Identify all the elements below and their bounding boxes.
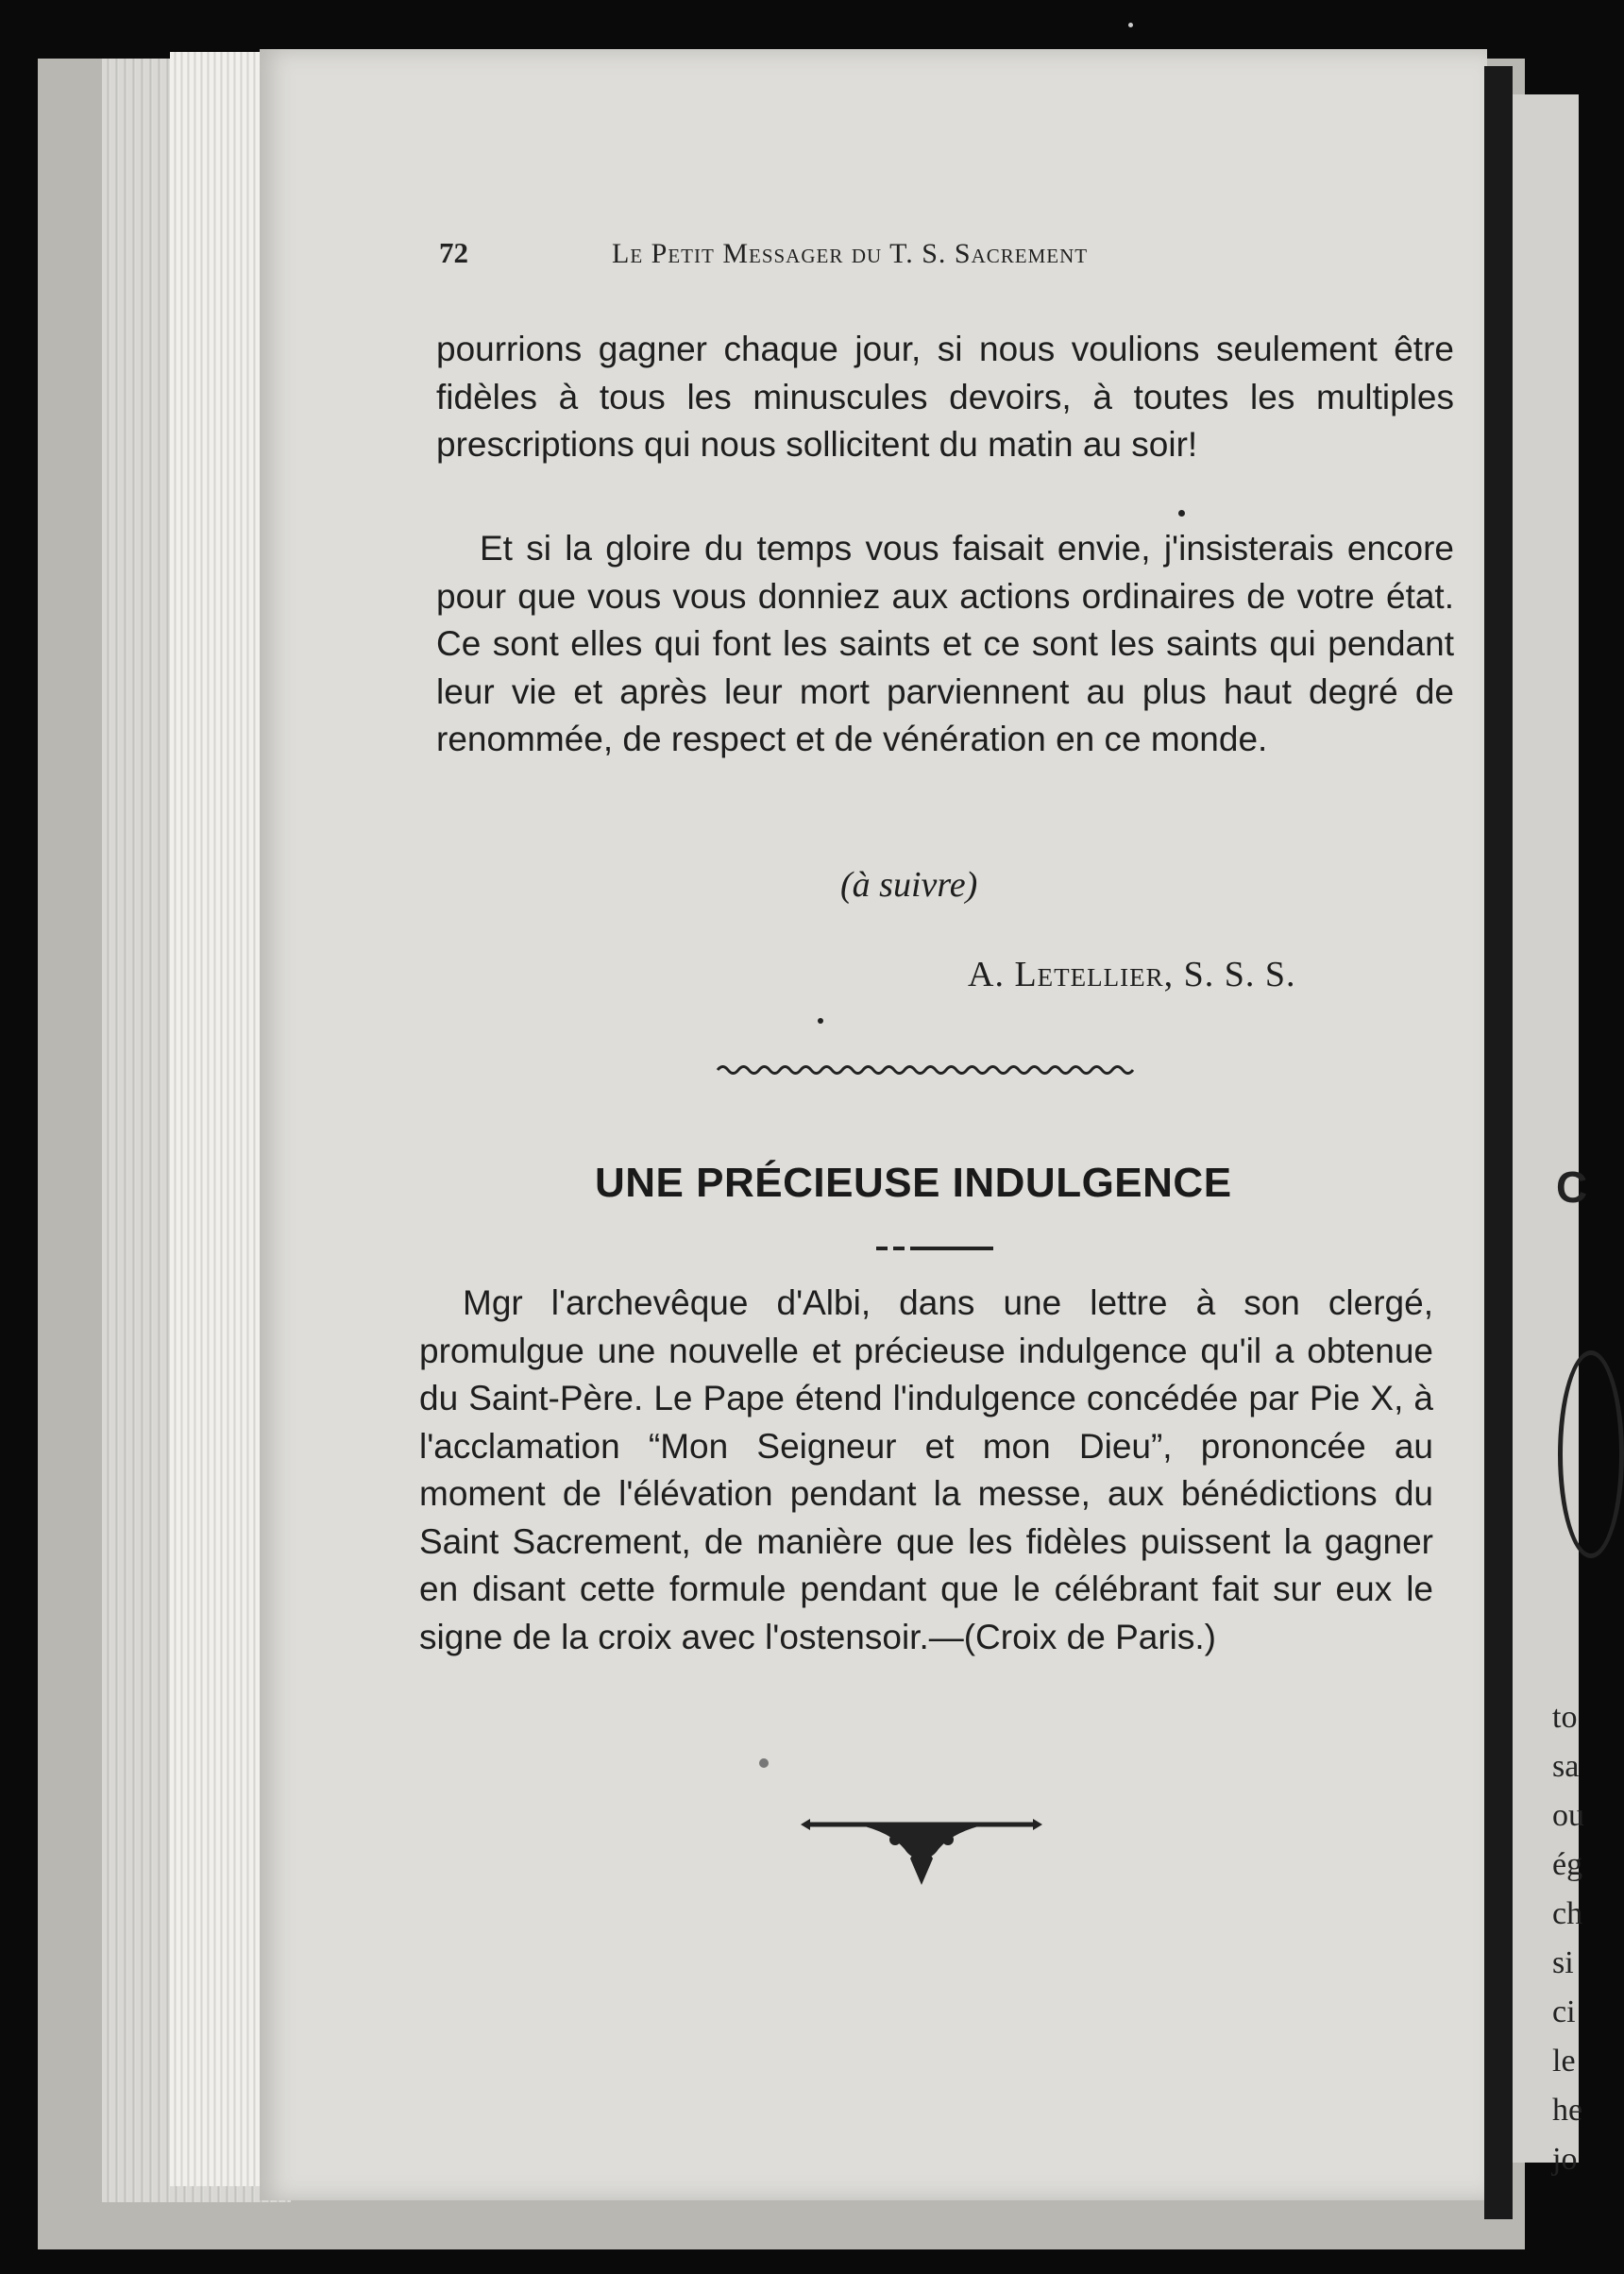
facing-page-line: ég xyxy=(1552,1847,1583,1882)
section-title: UNE PRÉCIEUSE INDULGENCE xyxy=(595,1160,1232,1206)
facing-page-line: ch xyxy=(1552,1896,1583,1931)
paragraph-continuation: pourrions gagner chaque jour, si nous voulions seulement être fidèles à tous les minuscules devoirs, à toutes les multiples prescriptions qui nous sollicitent du matin au soir! xyxy=(436,330,1454,464)
page-number: 72 xyxy=(439,236,468,269)
running-head: Le Petit Messager du T. S. Sacrement xyxy=(612,238,1089,269)
page-speck xyxy=(1128,23,1133,27)
paragraph-glory: Et si la gloire du temps vous faisait envie, j'insisterais encore pour que vous vous donniez aux actions ordinaires de votre état. Ce sont elles qui font les saints et ce sont les saints qui pendant leur vie et après leur mort parviennent au plus haut degré de renommée, de respect et de vénération en ce monde. xyxy=(436,529,1454,758)
page-speck xyxy=(759,1758,769,1768)
gutter-shadow xyxy=(1484,66,1513,2219)
facing-page-line: ci xyxy=(1552,1994,1576,2029)
facing-page-fragment xyxy=(1513,94,1588,2177)
indulgence-paragraph: Mgr l'archevêque d'Albi, dans une lettre à son clergé, promulgue une nouvelle et précieuse indulgence qu'il a obtenue du Saint-Père. Le Pape étend l'indulgence concédée par Pie X, à l'acclamation “Mon Seigneur et mon Dieu”, prononcée au moment de l'élévation pendant la messe, aux bénédictions du Saint Sacrement, de manière que les fidèles puissent la gagner en disant cette formule pendant que le célébrant fait sur eux le signe de la croix avec l'ostensoir.—(Croix de Paris.) xyxy=(419,1283,1433,1656)
facing-page-line: jo xyxy=(1552,2142,1578,2177)
facing-page-line: sa xyxy=(1552,1749,1580,1784)
facing-page-ornament xyxy=(1558,1350,1624,1558)
wavy-divider xyxy=(718,1060,1133,1080)
facing-page-line: ou xyxy=(1552,1798,1584,1833)
to-be-continued: (à suivre) xyxy=(840,865,978,905)
facing-page-line: le xyxy=(1552,2044,1576,2079)
page-speck xyxy=(818,1018,823,1024)
facing-page-line: he xyxy=(1552,2093,1583,2128)
page-stack-edge xyxy=(170,52,274,2186)
facing-page-capital: C xyxy=(1556,1162,1588,1212)
facing-page-line: to xyxy=(1552,1700,1578,1735)
author-signature: A. Letellier, S. S. S. xyxy=(968,955,1296,994)
title-rule xyxy=(876,1245,993,1252)
ornament-icon xyxy=(801,1811,1042,1887)
facing-page-line: si xyxy=(1552,1945,1574,1980)
page-speck xyxy=(1178,510,1185,517)
